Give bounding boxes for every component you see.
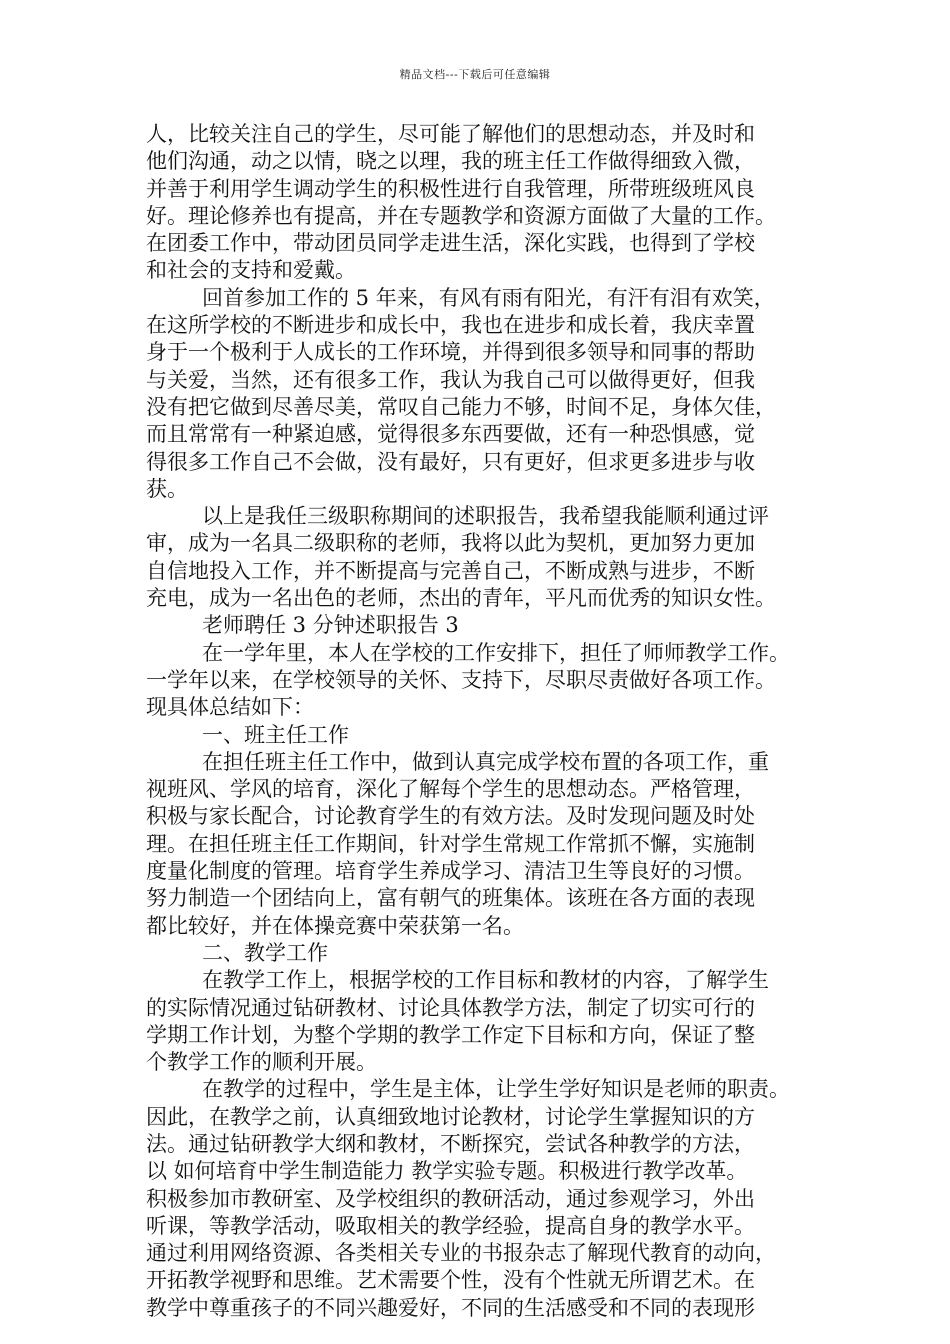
text-line: 自信地投入工作，并不断提高与完善自己，不断成熟与进步，不断	[146, 558, 755, 583]
text-line: 没有把它做到尽善尽美，常叹自己能力不够，时间不足，身体欠佳，	[146, 394, 776, 419]
text-line: 以 如何培育中学生制造能力 教学实验专题。积极进行教学改革。	[146, 1159, 748, 1184]
text-line: 老师聘任 3 分钟述职报告 3	[202, 613, 459, 638]
text-line: 积极参加市教研室、及学校组织的教研活动，通过参观学习，外出	[146, 1186, 755, 1211]
text-line: 视班风、学风的培育，深化了解每个学生的思想动态。严格管理，	[146, 777, 755, 802]
text-line: 以上是我任三级职称期间的述职报告，我希望我能顺利通过评	[202, 504, 769, 529]
text-line: 在教学的过程中，学生是主体，让学生学好知识是老师的职责。	[202, 1077, 790, 1102]
page-header-note: 精品文档---下载后可任意编辑	[399, 68, 551, 81]
text-line: 听课，等教学活动，吸取相关的教学经验，提高自身的教学水平。	[146, 1213, 755, 1238]
text-line: 都比较好，并在体操竞赛中荣获第一名。	[146, 913, 524, 938]
text-line: 因此，在教学之前，认真细致地讨论教材，讨论学生掌握知识的方	[146, 1104, 755, 1129]
text-line: 并善于利用学生调动学生的积极性进行自我管理，所带班级班风良	[146, 176, 755, 201]
text-line: 好。理论修养也有提高，并在专题教学和资源方面做了大量的工作。	[146, 203, 776, 228]
text-line: 在团委工作中，带动团员同学走进生活，深化实践，也得到了学校	[146, 231, 755, 256]
text-line: 二、教学工作	[202, 940, 328, 965]
text-line: 一学年以来，在学校领导的关怀、支持下，尽职尽责做好各项工作。	[146, 667, 776, 692]
text-line: 开拓教学视野和思维。艺术需要个性，没有个性就无所谓艺术。在	[146, 1268, 755, 1293]
text-line: 努力制造一个团结向上，富有朝气的班集体。该班在各方面的表现	[146, 886, 755, 911]
text-line: 教学中尊重孩子的不同兴趣爱好，不同的生活感受和不同的表现形	[146, 1295, 755, 1320]
text-line: 充电，成为一名出色的老师，杰出的青年，平凡而优秀的知识女性。	[146, 586, 776, 611]
text-line: 获。	[146, 476, 188, 501]
text-line: 他们沟通，动之以情，晓之以理，我的班主任工作做得细致入微，	[146, 149, 755, 174]
text-line: 和社会的支持和爱戴。	[146, 258, 356, 283]
document-body	[146, 121, 811, 1322]
text-line: 学期工作计划，为整个学期的教学工作定下目标和方向，保证了整	[146, 1022, 755, 1047]
text-line: 的实际情况通过钻研教材、讨论具体教学方法，制定了切实可行的	[146, 995, 755, 1020]
text-line: 而且常常有一种紧迫感，觉得很多东西要做，还有一种恐惧感，觉	[146, 422, 755, 447]
text-line: 回首参加工作的 5 年来，有风有雨有阳光，有汗有泪有欢笑，	[202, 285, 775, 310]
text-line: 在担任班主任工作中，做到认真完成学校布置的各项工作，重	[202, 749, 769, 774]
text-line: 通过利用网络资源、各类相关专业的书报杂志了解现代教育的动向，	[146, 1241, 776, 1266]
text-line: 度量化制度的管理。培育学生养成学习、清洁卫生等良好的习惯。	[146, 859, 755, 884]
text-line: 得很多工作自己不会做，没有最好，只有更好，但求更多进步与收	[146, 449, 755, 474]
text-line: 积极与家长配合，讨论教育学生的有效方法。及时发现问题及时处	[146, 804, 755, 829]
text-line: 个教学工作的顺利开展。	[146, 1050, 377, 1075]
text-line: 在一学年里，本人在学校的工作安排下，担任了师师教学工作。	[202, 640, 790, 665]
text-line: 在这所学校的不断进步和成长中，我也在进步和成长着，我庆幸置	[146, 313, 755, 338]
text-line: 理。在担任班主任工作期间，针对学生常规工作常抓不懈，实施制	[146, 831, 755, 856]
text-line: 与关爱，当然，还有很多工作，我认为我自己可以做得更好，但我	[146, 367, 755, 392]
text-line: 法。通过钻研教学大纲和教材，不断探究，尝试各种教学的方法，	[146, 1131, 755, 1156]
text-line: 现具体总结如下：	[146, 695, 314, 720]
text-line: 身于一个极利于人成长的工作环境，并得到很多领导和同事的帮助	[146, 340, 755, 365]
text-line: 人，比较关注自己的学生，尽可能了解他们的思想动态，并及时和	[146, 122, 755, 146]
text-line: 在教学工作上，根据学校的工作目标和教材的内容，了解学生	[202, 968, 769, 993]
text-line: 一、班主任工作	[202, 722, 349, 747]
text-line: 审，成为一名具二级职称的老师，我将以此为契机，更加努力更加	[146, 531, 755, 556]
